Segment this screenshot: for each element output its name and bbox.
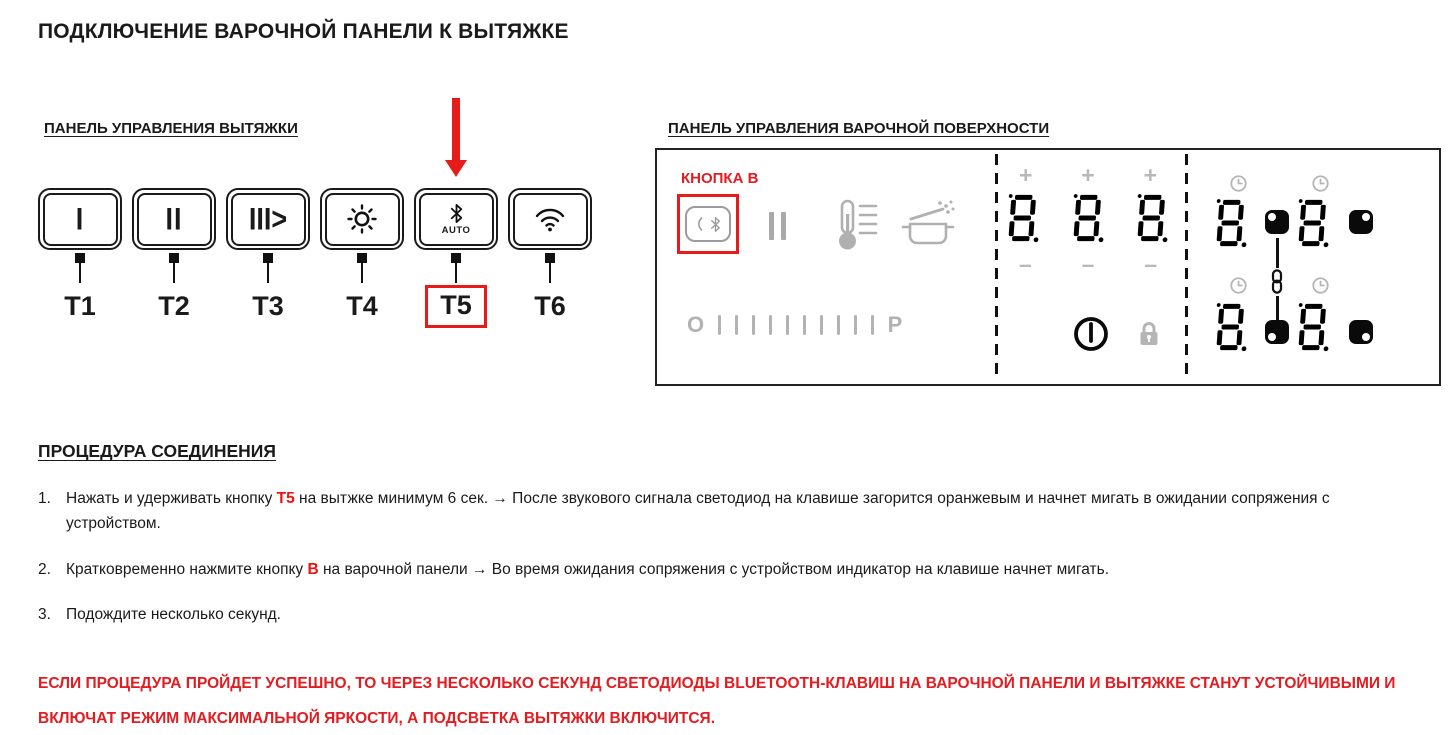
success-note: ЕСЛИ ПРОЦЕДУРА ПРОЙДЕТ УСПЕШНО, ТО ЧЕРЕЗ НЕСКОЛЬКО СЕКУНД СВЕТОДИОДЫ BLUETOOTH-КЛАВИШ НА ВАРОЧНОЙ ПАНЕЛИ И ВЫТЯЖКЕ СТАНУТ УСТОЙЧИВЫМИ И ВКЛЮЧАТ РЕЖИМ МАКСИМАЛЬНОЙ ЯРКОСТИ, А ПОДСВЕТКА ВЫТЯЖКИ ВКЛЮЧИТСЯ. [38,675,1396,727]
connector-line [549,263,552,283]
lock-icon [1137,320,1161,348]
dashed-divider [995,154,998,380]
step-number: 2. [38,561,51,578]
connector-square [451,253,461,263]
seven-segment-display [1213,198,1249,248]
step-number: 3. [38,606,51,623]
hood-speed3-button [226,188,310,250]
seven-segment-display [1213,302,1249,352]
hood-button-group-t6 [508,188,592,329]
slider-tick [854,315,858,335]
hood-speed1-button [38,188,122,250]
hood-button-label-t1: T1 [64,290,96,321]
bluetooth-icon [708,216,723,233]
plus-icon: + [1081,162,1095,188]
hood-buttons-row [38,188,592,329]
seven-segment-display [1005,193,1041,243]
speed-1-icon: I [75,201,85,236]
connector-line [361,263,364,283]
hood-button-group-t2 [132,188,216,329]
connector-square [75,253,85,263]
light-icon [345,202,379,236]
hob-control-panel [655,148,1441,386]
connector-line [173,263,176,283]
connector-square [169,253,179,263]
burner-indicator-square [1265,210,1289,234]
hood-button-group-t4 [320,188,404,329]
pause-icon [769,212,786,240]
hood-bluetooth-auto-button [414,188,498,250]
hood-button-label-t5: T5 [425,285,487,328]
red-arrow-indicator [452,98,460,160]
slider-start-label: O [687,312,705,337]
t5-highlight-box [425,283,487,329]
minus-icon: – [1081,251,1095,277]
hood-button-group-t5 [414,188,498,329]
hob-bluetooth-button [685,206,731,242]
hood-wifi-button [508,188,592,250]
connector-square [545,253,555,263]
seven-segment-display [1295,302,1331,352]
connector-line [455,263,458,283]
dashed-divider [1185,154,1188,380]
procedure-step-2 [38,557,1423,582]
minus-icon: – [1019,251,1032,277]
slider-tick [718,315,722,335]
slider-tick [786,315,790,335]
plus-icon: + [1143,162,1157,188]
procedure-step-3 [38,602,1423,627]
bridge-line [1276,238,1279,268]
wifi-icon [533,205,567,233]
power-level-displays [1007,164,1169,282]
step-text: на варочной панели → Во время ожидания сопряжения с устройством индикатор на клавише начнет мигать. [318,561,1110,578]
connector-line [267,263,270,283]
slider-end-label: P [887,312,903,337]
step-number: 1. [38,490,51,507]
pot-boiling-icon [899,196,957,250]
step-text: на вытжке минимум 6 сек. → После звукового сигнала светодиод на клавише загорится оранжевым и начнет мигать в ожидании сопряжения с устройством. [66,490,1330,532]
burner-indicator-square [1349,320,1373,344]
slider-tick [820,315,824,335]
hob-panel-heading: ПАНЕЛЬ УПРАВЛЕНИЯ ВАРОЧНОЙ ПОВЕРХНОСТИ [668,120,1050,137]
step-key-t5: T5 [276,490,295,507]
hood-button-group-t1 [38,188,122,329]
red-arrow-head [445,160,467,177]
step-key-b: B [307,561,319,578]
minus-icon: – [1144,251,1157,277]
connector-square [357,253,367,263]
hood-button-label-t3: T3 [252,290,284,321]
step-text: Кратковременно нажмите кнопку [66,561,308,578]
timer-clock-icon [1229,174,1248,193]
bridge-link-icon [1269,269,1285,294]
bluetooth-icon [447,203,466,224]
procedure-step-1 [38,486,1423,536]
power-icon [1071,314,1111,354]
hood-speed2-button [132,188,216,250]
slider-tick [752,315,756,335]
timer-clock-icon [1311,174,1330,193]
timer-clock-icon [1311,276,1330,295]
seven-segment-display [1134,193,1170,243]
plus-icon: + [1019,162,1033,188]
procedure-heading: ПРОЦЕДУРА СОЕДИНЕНИЯ [38,441,276,461]
timer-clock-icon [1229,276,1248,295]
connector-line [79,263,82,283]
connector-square [263,253,273,263]
speed-3-boost-icon: III> [248,201,288,236]
auto-label: AUTO [441,224,471,236]
speed-2-icon: II [165,201,183,236]
hood-button-label-t4: T4 [346,290,378,321]
thermometer-icon [835,198,879,252]
seven-segment-display [1295,198,1331,248]
slider-tick [769,315,773,335]
signal-arc-icon [694,217,706,231]
hood-button-label-t2: T2 [158,290,190,321]
button-b-callout: КНОПКА B [681,170,759,187]
slider-tick [871,315,875,335]
hood-panel-heading: ПАНЕЛЬ УПРАВЛЕНИЯ ВЫТЯЖКИ [44,120,298,137]
step-text: Нажать и удерживать кнопку [66,490,277,507]
seven-segment-display [1070,193,1106,243]
button-b-highlight-box [677,194,739,254]
burner-indicator-square [1349,210,1373,234]
slider-tick [735,315,739,335]
step-text: Подождите несколько секунд. [66,606,281,623]
burner-indicator-square [1265,320,1289,344]
power-slider [687,312,902,338]
hood-light-button [320,188,404,250]
hood-button-label-t6: T6 [534,290,566,321]
slider-tick [803,315,807,335]
slider-tick [837,315,841,335]
hood-button-group-t3 [226,188,310,329]
page-title: ПОДКЛЮЧЕНИЕ ВАРОЧНОЙ ПАНЕЛИ К ВЫТЯЖКЕ [38,20,569,43]
bridge-line [1276,296,1279,320]
